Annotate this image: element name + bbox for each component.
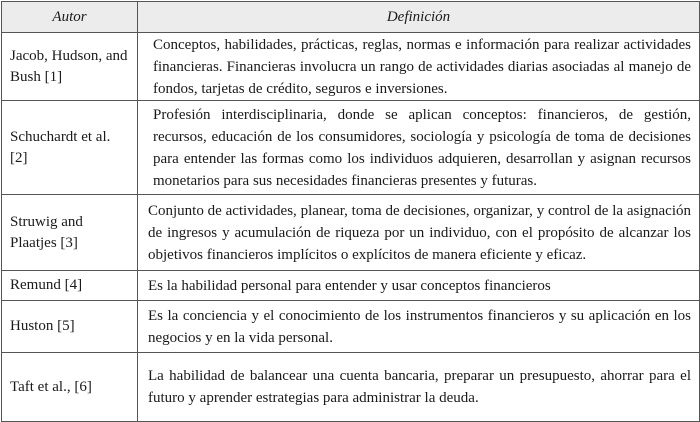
author-cell: Jacob, Hudson, and Bush [1] (2, 33, 138, 101)
table-row (2, 101, 700, 195)
definition-cell: Es la conciencia y el conocimiento de los instrumentos financieros y su aplicación en los negocios y en la vida personal. (138, 301, 700, 353)
definition-cell: Profesión interdisciplinaria, donde se aplican conceptos: financieros, de gestión, recursos, educación de los consumidores, sociología y psicología de toma de decisiones para entender las formas como los individuos adquieren, desarrollan y asignan recursos monetarios para sus necesidades financieras presentes y futuras. (138, 101, 700, 195)
definitions-table (1, 1, 700, 422)
table-row (2, 33, 700, 101)
author-cell: Huston [5] (2, 301, 138, 353)
definition-cell: Es la habilidad personal para entender y usar conceptos financieros (138, 271, 700, 301)
table-row (2, 301, 700, 353)
definition-cell: Conceptos, habilidades, prácticas, reglas, normas e información para realizar actividades financieras. Financieras involucra un rango de actividades diarias asociadas al manejo de fondos, tarjetas de crédito, seguros e inversiones. (138, 33, 700, 101)
author-cell: Taft et al., [6] (2, 353, 138, 422)
table-row (2, 353, 700, 422)
header-row (2, 2, 700, 33)
author-cell: Remund [4] (2, 271, 138, 301)
header-definicion: Definición (138, 2, 700, 33)
header-autor: Autor (2, 2, 138, 33)
table-row (2, 271, 700, 301)
definition-cell: Conjunto de actividades, planear, toma de decisiones, organizar, y control de la asignación de ingresos y acumulación de riqueza por un individuo, con el propósito de alcanzar los objetivos financieros implícitos o explícitos de manera eficiente y eficaz. (138, 195, 700, 271)
definition-cell: La habilidad de balancear una cuenta bancaria, preparar un presupuesto, ahorrar para el futuro y aprender estrategias para administrar la deuda. (138, 353, 700, 422)
author-cell: Schuchardt et al. [2] (2, 101, 138, 195)
table-row (2, 195, 700, 271)
author-cell: Struwig and Plaatjes [3] (2, 195, 138, 271)
